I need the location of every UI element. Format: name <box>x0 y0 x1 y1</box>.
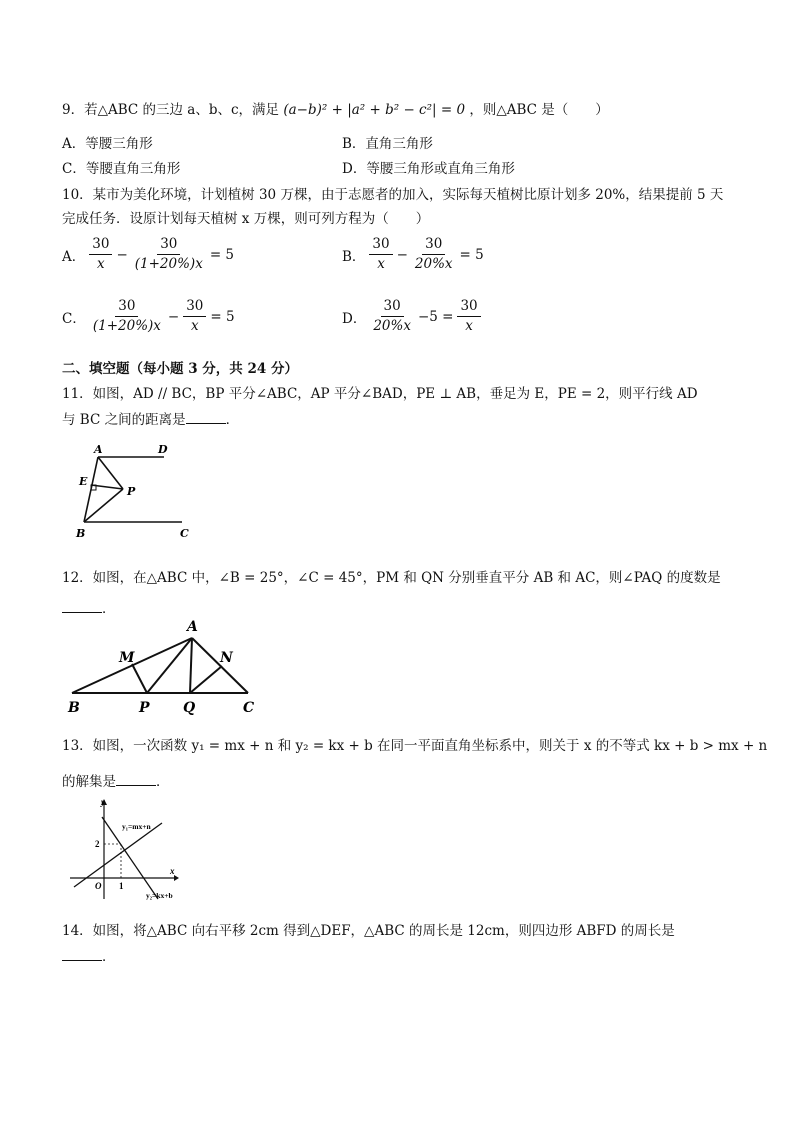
q12-label-b: B <box>68 700 80 716</box>
q11-line1: 11．如图，AD // BC，BP 平分∠ABC，AP 平分∠BAD，PE ⊥ AB，垂足为 E，PE = 2，则平行线 AD <box>62 386 698 402</box>
q10-d-mid: −5 = <box>417 308 454 325</box>
q10-option-c <box>62 298 235 335</box>
q12-segment-ap <box>147 638 192 693</box>
q10-c-frac1 <box>90 298 164 335</box>
q10-c-den1: (1+20%)x <box>92 318 161 334</box>
q10-d-frac2 <box>457 298 480 335</box>
q12-line2 <box>62 597 116 617</box>
q10-option-a <box>62 236 234 273</box>
q13-line2-end: ． <box>156 774 170 790</box>
q13-label-origin: O <box>95 881 102 891</box>
q10-c-num2: 30 <box>183 298 206 317</box>
q13-label-y1: y₁=mx+n <box>122 822 151 831</box>
q11-segment-ap <box>98 457 123 489</box>
q10-b-frac1 <box>369 236 392 273</box>
q11-label-b: B <box>76 527 86 540</box>
q9-option-a: A．等腰三角形 <box>62 136 153 152</box>
q10-b-label: B． <box>342 248 366 265</box>
q11-label-d: D <box>158 443 168 456</box>
q12-line1: 12．如图，在△ABC 中，∠B = 25°，∠C = 45°，PM 和 QN 分别垂直平分 AB 和 AC，则∠PAQ 的度数是 <box>62 570 721 586</box>
q9-option-d: D．等腰三角形或直角三角形 <box>342 161 515 177</box>
q10-a-label: A． <box>62 248 86 265</box>
q12-label-m: M <box>119 650 135 666</box>
q9-formula: (a−b)² + |a² + b² − c²| = 0 <box>283 102 466 118</box>
q10-b-den2: 20%x <box>414 256 453 272</box>
q10-d-den1: 20%x <box>373 318 411 334</box>
q11-label-e: E <box>79 475 88 488</box>
q12-segment-aq <box>190 638 192 693</box>
q9-stem <box>62 98 609 118</box>
q13-label-x: x <box>170 866 175 876</box>
q14-answer-blank[interactable] <box>62 948 102 961</box>
q10-a-op: − <box>116 246 128 263</box>
q9-option-b: B．直角三角形 <box>342 136 433 152</box>
q10-c-num1: 30 <box>115 298 138 317</box>
q11-label-p: P <box>127 485 136 498</box>
q14-line1: 14．如图，将△ABC 向右平移 2cm 得到△DEF，△ABC 的周长是 12cm，则四边形 ABFD 的周长是 <box>62 923 675 939</box>
q11-label-a: A <box>94 443 103 456</box>
q10-c-op: − <box>167 308 180 325</box>
q12-label-a: A <box>187 619 198 635</box>
q12-label-p: P <box>139 700 150 716</box>
q10-c-rhs: = 5 <box>210 308 235 325</box>
q13-figure <box>62 795 192 905</box>
q10-b-op: − <box>396 246 408 263</box>
q10-c-label: C． <box>62 310 86 327</box>
q10-b-num1: 30 <box>369 236 392 255</box>
q10-c-den2: x <box>191 318 199 334</box>
q12-label-c: C <box>243 700 255 716</box>
q10-a-rhs: = 5 <box>209 246 235 263</box>
q9-stem-pre: 9．若△ABC 的三边 a、b、c，满足 <box>62 102 280 118</box>
q13-line1: 13．如图，一次函数 y₁ = mx + n 和 y₂ = kx + b 在同一平面直角坐标系中，则关于 x 的不等式 kx + b > mx + n <box>62 738 768 754</box>
q11-figure <box>70 440 200 542</box>
q10-b-den1: x <box>377 256 385 272</box>
q10-a-frac1 <box>89 236 112 273</box>
q11-line2-text: 与 BC 之间的距离是 <box>62 412 186 428</box>
section2-title: 二、填空题（每小题 3 分，共 24 分） <box>62 361 298 377</box>
q9-stem-post: ，则△ABC 是（ ） <box>469 102 609 118</box>
q12-answer-blank[interactable] <box>62 600 102 613</box>
q10-a-den1: x <box>97 256 105 272</box>
q13-line2 <box>62 770 170 790</box>
q14-line2-end: ． <box>102 949 116 965</box>
q10-d-num1: 30 <box>381 298 404 317</box>
q12-segment-pm <box>132 664 147 693</box>
q11-label-c: C <box>180 527 189 540</box>
q12-line2-end: ． <box>102 601 116 617</box>
q9-option-c: C．等腰直角三角形 <box>62 161 181 177</box>
q10-b-rhs: = 5 <box>459 246 484 263</box>
q13-label-y: y <box>101 797 105 807</box>
q11-answer-blank[interactable] <box>186 411 226 424</box>
q10-option-d <box>342 298 483 335</box>
q10-c-frac2 <box>183 298 206 335</box>
q13-answer-blank[interactable] <box>116 773 156 786</box>
q12-figure <box>62 616 272 716</box>
q12-label-n: N <box>220 650 233 666</box>
q10-option-b <box>342 236 484 273</box>
q10-line2: 完成任务．设原计划每天植树 x 万棵，则可列方程为（ ） <box>62 211 430 227</box>
q14-line2 <box>62 945 116 965</box>
q10-line1: 10．某市为美化环境，计划植树 30 万棵，由于志愿者的加入，实际每天植树比原计划多 20%，结果提前 5 天 <box>62 187 724 203</box>
q10-a-num2: 30 <box>157 236 180 255</box>
q10-b-frac2 <box>412 236 456 273</box>
q12-segment-qn <box>190 666 222 693</box>
q12-label-q: Q <box>183 700 196 716</box>
q13-label-one: 1 <box>119 881 124 891</box>
q10-d-label: D． <box>342 310 367 327</box>
q10-d-frac1 <box>370 298 414 335</box>
q10-a-frac2 <box>132 236 206 273</box>
q13-label-y2: y₂=kx+b <box>146 891 173 900</box>
q13-label-two: 2 <box>95 839 100 849</box>
q10-b-num2: 30 <box>422 236 445 255</box>
q10-a-num1: 30 <box>89 236 112 255</box>
q13-x-arrow <box>174 875 179 881</box>
q10-d-num2: 30 <box>457 298 480 317</box>
q11-line2-end: ． <box>225 412 240 428</box>
q13-line2-text: 的解集是 <box>62 774 116 790</box>
q10-a-den2: (1+20%)x <box>134 256 203 272</box>
q11-line2 <box>62 408 239 428</box>
q10-d-den2: x <box>465 318 473 334</box>
